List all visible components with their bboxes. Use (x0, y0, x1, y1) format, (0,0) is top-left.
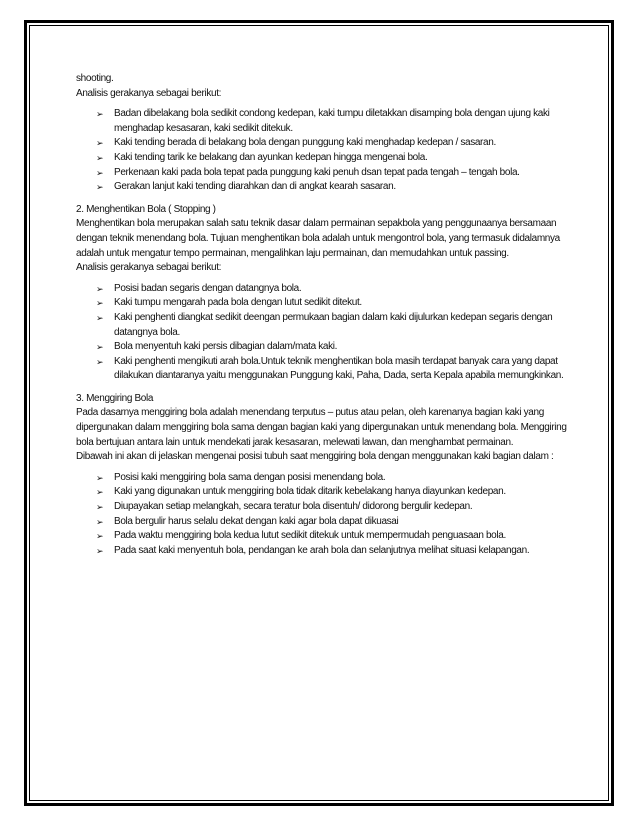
arrow-bullet-icon: ➢ (96, 138, 104, 149)
section-3-paragraph-2: Dibawah ini akan di jelaskan mengenai posisi tubuh saat menggiring bola dengan menggunakan kaki bagian dalam : (76, 451, 554, 463)
arrow-bullet-icon: ➢ (96, 487, 104, 498)
list-item-text: Diupayakan setiap melangkah, secara teratur bola disentuh/ didorong bergulir kedepan. (114, 501, 473, 513)
list-item (96, 151, 576, 166)
list-item-text: Perkenaan kaki pada bola tepat pada punggung kaki penuh dsan tepat pada tengah – tengah bola. (114, 166, 520, 178)
arrow-bullet-icon: ➢ (96, 356, 104, 367)
list-item (96, 340, 576, 355)
arrow-bullet-icon: ➢ (96, 342, 104, 353)
section-2-analysis-label: Analisis gerakanya sebagai berikut: (76, 262, 222, 274)
list-item-text: Kaki penghenti mengikuti arah bola.Untuk teknik menghentikan bola masih terdapat banyak cara yang dapat dilakukan diantaranya yaitu menggunakan Punggung kaki, Paha, Dada, serta Kepala apabila memungkinkan. (114, 355, 564, 382)
list-item (96, 107, 576, 136)
list-item (96, 471, 576, 486)
list-item (96, 166, 576, 181)
section-3-heading: 3. Menggiring Bola (76, 392, 154, 404)
section-3-bullet-list (76, 471, 576, 559)
list-item-text: Bola menyentuh kaki persis dibagian dalam/mata kaki. (114, 341, 338, 353)
list-item-text: Kaki tending berada di belakang bola dengan punggung kaki menghadap kedepan / sasaran. (114, 137, 496, 149)
list-item-text: Pada saat kaki menyentuh bola, pendangan ke arah bola dan selanjutnya melihat situasi kelapangan. (114, 544, 530, 556)
list-item-text: Posisi kaki menggiring bola sama dengan posisi menendang bola. (114, 471, 386, 483)
list-item (96, 311, 576, 340)
list-item (96, 355, 576, 384)
intro-line: shooting. (76, 73, 114, 84)
list-item (96, 296, 576, 311)
list-item (96, 529, 576, 544)
document-body (76, 72, 576, 566)
arrow-bullet-icon: ➢ (96, 298, 104, 309)
list-item (96, 180, 576, 195)
list-item-text: Kaki tumpu mengarah pada bola dengan lutut sedikit ditekut. (114, 297, 362, 309)
list-item-text: Gerakan lanjut kaki tending diarahkan dan di angkat kearah sasaran. (114, 181, 396, 193)
arrow-bullet-icon: ➢ (96, 152, 104, 163)
list-item-text: Badan dibelakang bola sedikit condong kedepan, kaki tumpu diletakkan disamping bola dengan ujung kaki menghadap kesasaran, kaki sedikit ditekuk. (114, 108, 550, 134)
list-item (96, 282, 576, 297)
arrow-bullet-icon: ➢ (96, 531, 104, 542)
list-item-text: Kaki penghenti diangkat sedikit deengan permukaan bagian dalam kaki dijulurkan kedepan segaris dengan datangnya bola. (114, 311, 553, 338)
arrow-bullet-icon: ➢ (96, 502, 104, 513)
arrow-bullet-icon: ➢ (96, 283, 104, 294)
arrow-bullet-icon: ➢ (96, 109, 104, 120)
arrow-bullet-icon: ➢ (96, 516, 104, 527)
list-item-text: Pada waktu menggiring bola kedua lutut sedikit ditekuk untuk mempermudah penguasaan bola. (114, 530, 506, 542)
arrow-bullet-icon: ➢ (96, 182, 104, 193)
list-item-text: Kaki tending tarik ke belakang dan ayunkan kedepan hingga mengenai bola. (114, 151, 428, 163)
list-item (96, 485, 576, 500)
arrow-bullet-icon: ➢ (96, 472, 104, 483)
intro-analysis-label: Analisis gerakanya sebagai berikut: (76, 87, 222, 99)
arrow-bullet-icon: ➢ (96, 312, 104, 323)
intro-bullet-list (76, 107, 576, 195)
list-item (96, 500, 576, 515)
list-item (96, 136, 576, 151)
list-item (96, 515, 576, 530)
list-item (96, 544, 576, 559)
arrow-bullet-icon: ➢ (96, 167, 104, 178)
arrow-bullet-icon: ➢ (96, 545, 104, 556)
section-2-bullet-list (76, 282, 576, 384)
list-item-text: Kaki yang digunakan untuk menggiring bola tidak ditarik kebelakang hanya diayunkan kedepan. (114, 486, 506, 498)
list-item-text: Bola bergulir harus selalu dekat dengan kaki agar bola dapat dikuasai (114, 515, 399, 527)
section-3-paragraph: Pada dasarnya menggiring bola adalah menendang terputus – putus atau pelan, oleh karenanya bagian kaki yang dipergunakan dalam menggiring bola sama dengan bagian kaki yang dipergunakan untuk menendang bola. Menggiring bola bertujuan antara lain untuk mendekati jarak kesasaran, melewati lawan, dan menghambat permainan. (76, 407, 567, 448)
list-item-text: Posisi badan segaris dengan datangnya bola. (114, 282, 302, 294)
section-2-heading: 2. Menghentikan Bola ( Stopping ) (76, 203, 216, 215)
section-2-paragraph: Menghentikan bola merupakan salah satu teknik dasar dalam permainan sepakbola yang penggunaanya bersamaan dengan teknik menendang bola. Tujuan menghentikan bola adalah untuk mengontrol bola, yang termasuk didalamnya adalah untuk mengatur tempo permainan, mengalihkan laju permainan, dan memudahkan untuk passing. (76, 218, 560, 259)
